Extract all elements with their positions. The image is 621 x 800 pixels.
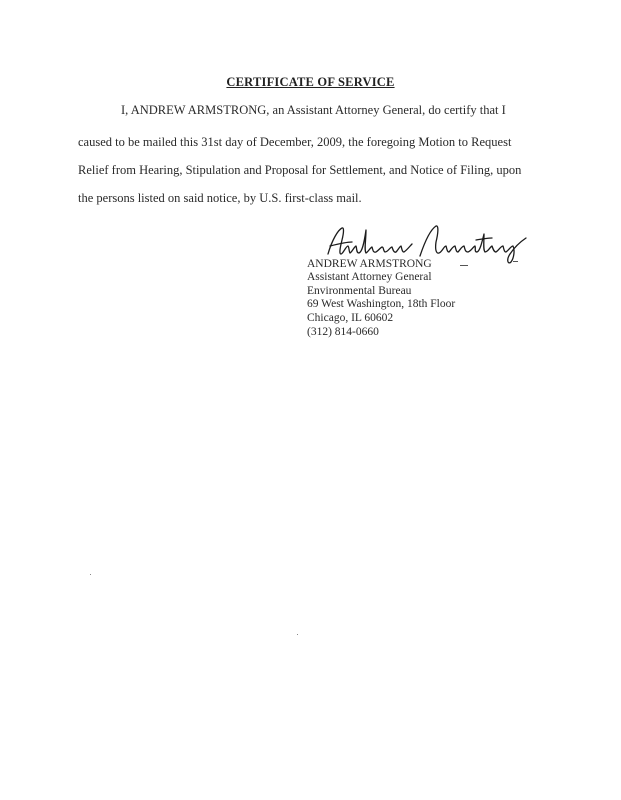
certification-line-2: caused to be mailed this 31st day of December, 2009, the foregoing Motion to Request xyxy=(78,135,512,149)
certification-line-3: Relief from Hearing, Stipulation and Proposal for Settlement, and Notice of Filing, upon xyxy=(78,163,522,177)
certification-line-4: the persons listed on said notice, by U.S. first-class mail. xyxy=(78,191,362,205)
signer-phone: (312) 814-0660 xyxy=(307,326,379,338)
certificate-title: CERTIFICATE OF SERVICE xyxy=(226,75,395,89)
signer-street: 69 West Washington, 18th Floor xyxy=(307,298,456,310)
signature-line-mark xyxy=(513,261,518,262)
certification-line-1: I, ANDREW ARMSTRONG, an Assistant Attorney General, do certify that I xyxy=(121,103,506,117)
scan-speck xyxy=(90,574,91,575)
signer-name: ANDREW ARMSTRONG xyxy=(307,258,432,270)
signer-city: Chicago, IL 60602 xyxy=(307,312,394,324)
signature-line-mark xyxy=(460,265,468,266)
signer-bureau: Environmental Bureau xyxy=(307,285,412,297)
signer-title: Assistant Attorney General xyxy=(307,271,432,283)
scan-speck xyxy=(297,634,298,635)
